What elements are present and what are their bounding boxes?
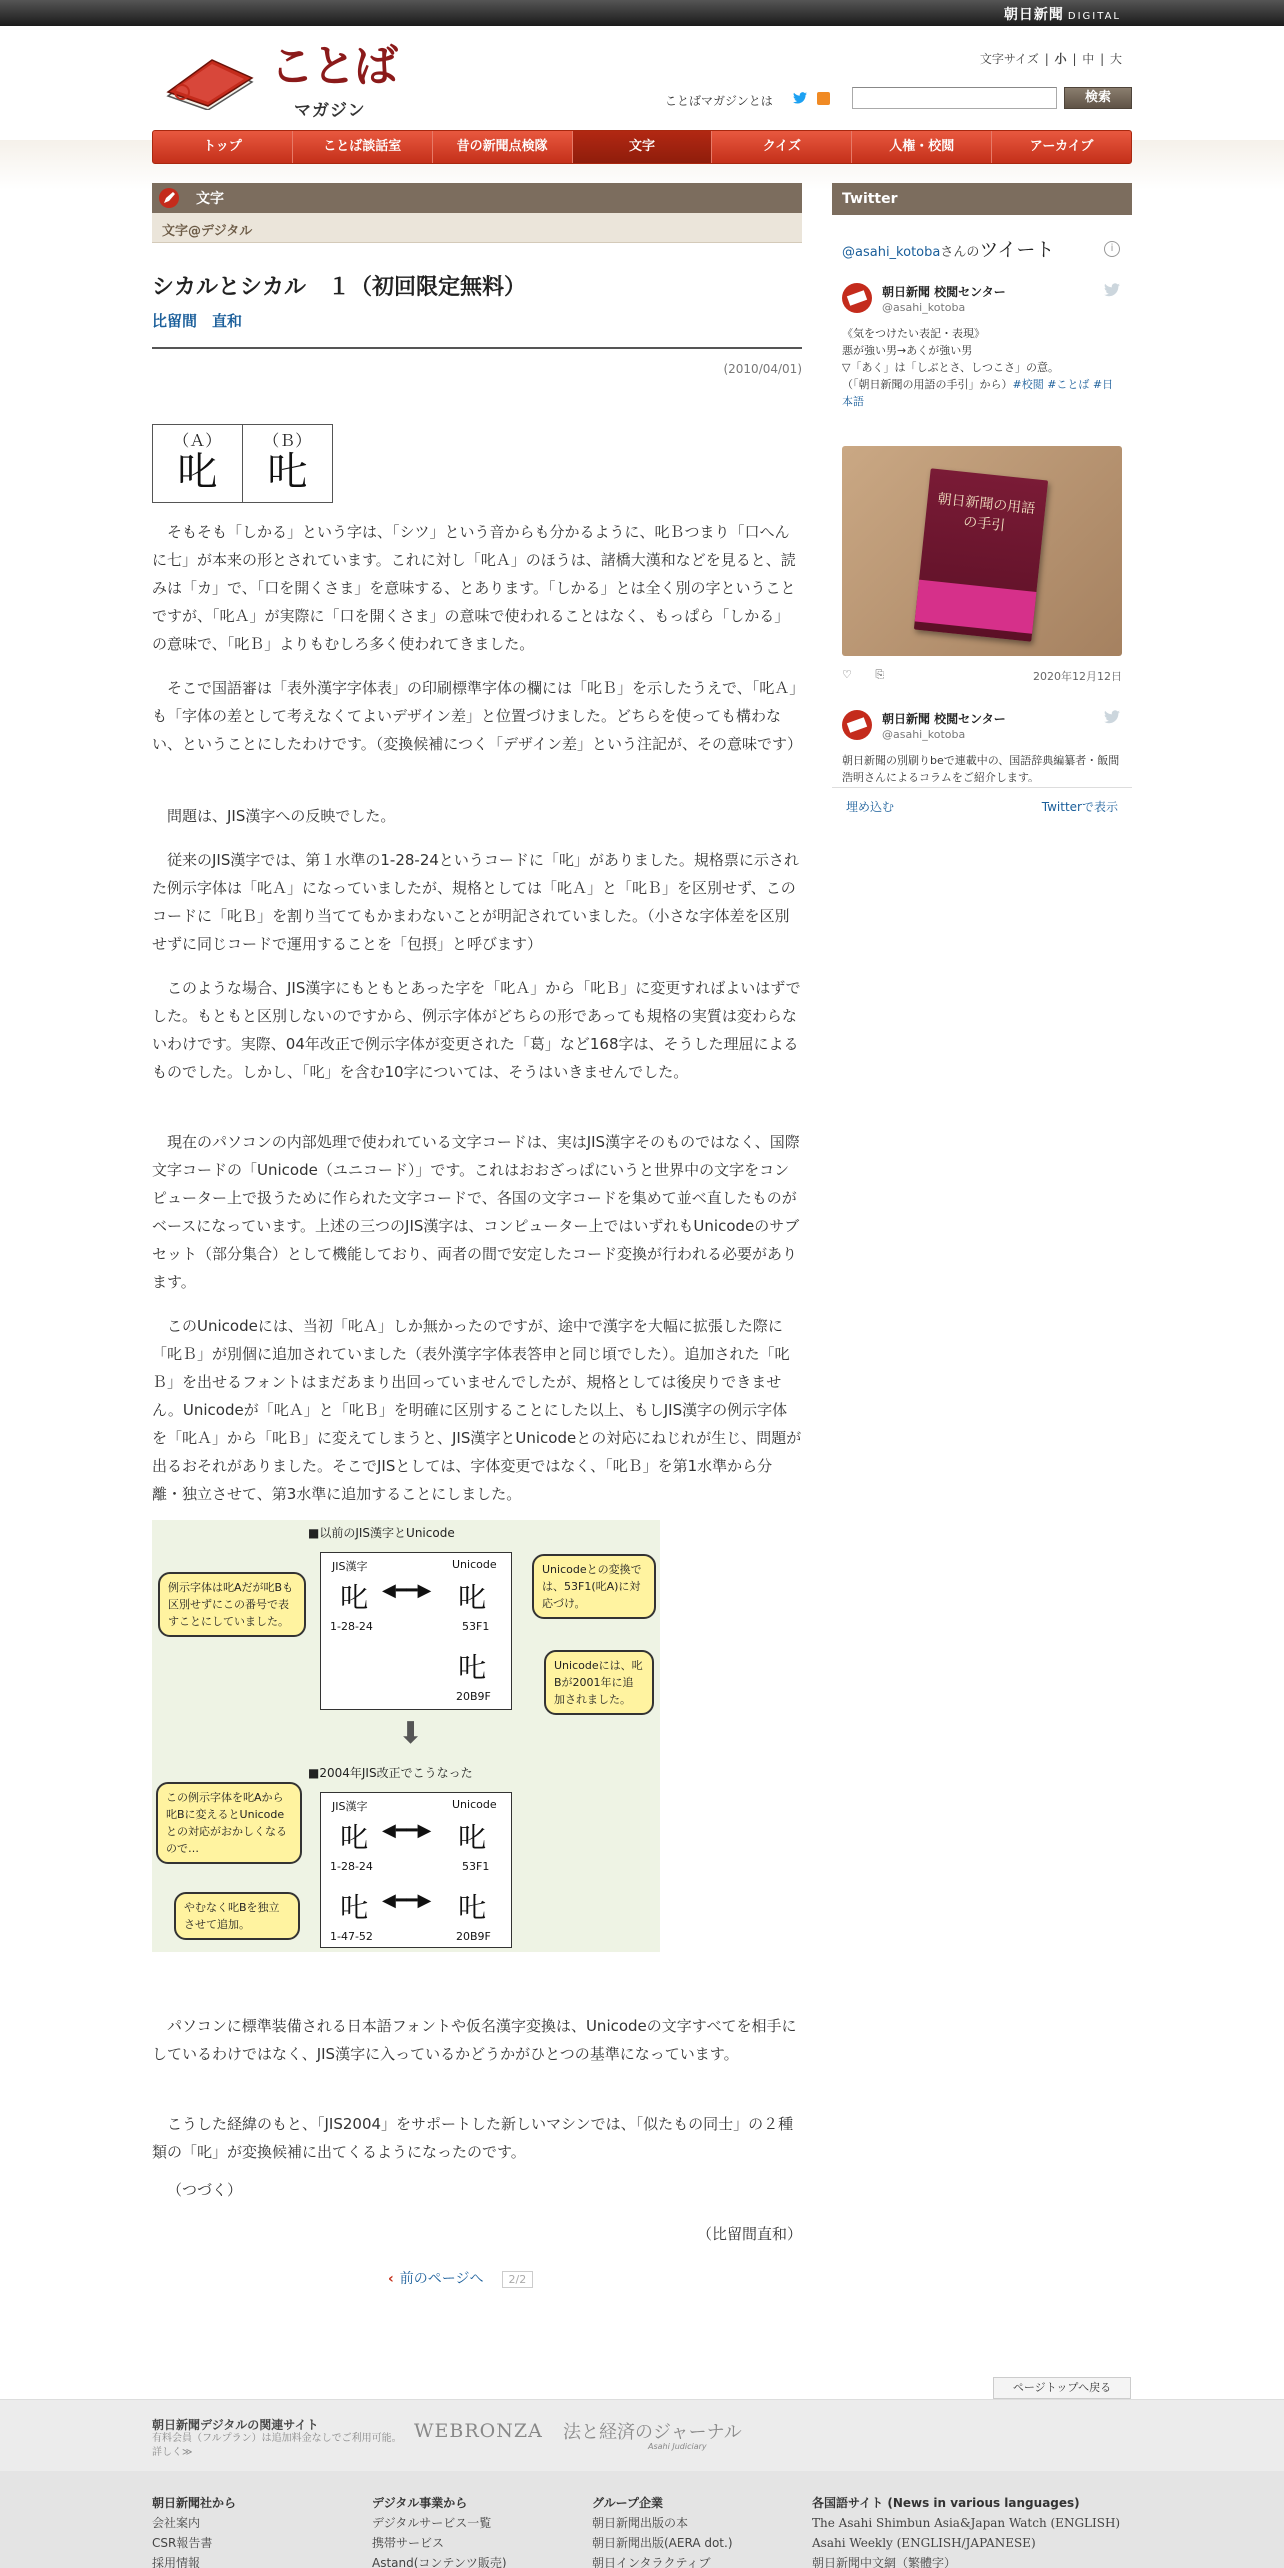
diagram-heading-after: ■2004年JIS改正でこうなった <box>308 1766 473 1780</box>
share-icon[interactable]: ⎘ <box>875 668 885 681</box>
nav-jinken-koetsu[interactable]: 人権・校閲 <box>852 131 992 163</box>
tweet-author-name[interactable]: 朝日新聞 校閲センター <box>882 712 1006 726</box>
info-icon[interactable]: i <box>1104 241 1120 257</box>
tweet-author-name[interactable]: 朝日新聞 校閲センター <box>882 285 1006 299</box>
char-a: 叱 <box>458 1821 487 1854</box>
footer-col-company <box>152 2493 236 2568</box>
footer-link[interactable]: Astand(コンテンツ販売) <box>372 2556 507 2568</box>
pencil-icon <box>158 187 180 209</box>
page-top-button[interactable]: ページトップへ戻る <box>993 2377 1131 2399</box>
code-label: 20B9F <box>456 1930 491 1943</box>
paragraph: 問題は、JIS漢字への反映でした。 <box>167 807 396 825</box>
paragraph: このような場合、JIS漢字にもともとあった字を「叱Ａ」から「叱Ｂ」に変更すればよいはずでした。もともと区別しないのですから、例示字体がどちらの形であっても規格の実質は変わらないわけです。実際、04年改正で例示字体が変更された「葛」など168字は、そうした理屈によるものでした。しかし、「叱」を含む10字については、そうはいきませんでした。 <box>152 979 801 1081</box>
kanji-char-b: 𠮟 <box>267 449 308 495</box>
kotoba-magazine-logo[interactable] <box>160 40 400 120</box>
page-indicator: 2/2 <box>502 2271 534 2288</box>
footer-link[interactable]: Asahi Weekly (ENGLISH/JAPANESE) <box>812 2536 1036 2550</box>
col-unicode-label: Unicode <box>452 1798 497 1811</box>
code-label: 1-47-52 <box>330 1930 373 1943</box>
top-bar <box>0 0 1284 26</box>
avatar[interactable] <box>842 283 872 313</box>
search-input[interactable] <box>852 87 1057 109</box>
font-size-label: 文字サイズ <box>979 52 1039 66</box>
nav-archive[interactable]: アーカイブ <box>1029 139 1094 154</box>
footer-link[interactable]: CSR報告書 <box>152 2536 213 2550</box>
footer-col-heading: 朝日新聞社から <box>152 2496 237 2510</box>
code-label: 20B9F <box>456 1690 491 1703</box>
signature: （比留間直和） <box>696 2225 802 2243</box>
char-a: 叱 <box>340 1581 369 1614</box>
double-arrow-icon: ◀━━▶ <box>382 1580 432 1601</box>
article-author[interactable]: 比留間 直和 <box>152 312 243 330</box>
main-nav <box>152 130 1132 164</box>
char-b: 𠮟 <box>458 1651 487 1684</box>
footer-link[interactable]: 朝日新聞出版(AERA dot.) <box>592 2536 733 2550</box>
code-label: 53F1 <box>462 1620 490 1633</box>
footer-link[interactable]: 携帯サービス <box>372 2536 445 2550</box>
section-header <box>152 183 802 213</box>
kanji-label-a: （Ａ） <box>173 431 222 450</box>
paragraph: パソコンに標準装備される日本語フォントや仮名漢字変換は、Unicodeの文字すべてを相手にしているわけではなく、JIS漢字に入っているかどうかがひとつの基準になっています。 <box>152 2017 797 2063</box>
paragraph: そこで国語審は「表外漢字字体表」の印刷標準字体の欄には「叱Ｂ」を示したうえで、「叱Ａ」も「字体の差として考えなくてよいデザイン差」と位置づけました。どちらを使っても構わない、ということにしたわけです。（変換候補につく「デザイン差」という注記が、その意味です） <box>152 679 802 753</box>
pagination <box>388 2268 533 2288</box>
footer-col-digital <box>372 2493 507 2568</box>
tweet[interactable] <box>842 710 1122 782</box>
font-size-small[interactable]: 小 <box>1054 52 1067 66</box>
callout: この例示字体を叱Aから叱Bに変えるとUnicodeとの対応がおかしくなるので… <box>156 1782 302 1864</box>
paragraph: そもそも「しかる」という字は、「シツ」という音からも分かるように、叱Ｂつまり「口へんに七」が本来の形とされています。これに対し「叱Ａ」のほうは、諸橋大漢和などを見ると、読みは「カ」で、「口を開くさま」を意味する、とあります。「しかる」とは全く別の字ということですが、「叱Ａ」が実際に「口を開くさま」の意味で使われることはなく、もっぱら「しかる」の意味で、「叱Ｂ」よりもむしろ多く使われてきました。 <box>152 523 796 653</box>
kanji-comparison-table <box>152 424 333 503</box>
kanji-cell-a <box>153 425 243 502</box>
kanji-char-a: 叱 <box>177 449 218 495</box>
callout: Unicodeには、叱Bが2001年に追加されました。 <box>544 1650 654 1715</box>
footer-col-heading: デジタル事業から <box>372 2496 468 2510</box>
tweet-author-handle[interactable]: @asahi_kotoba <box>882 728 966 741</box>
jis-unicode-diagram <box>152 1520 660 1952</box>
tweet-meta <box>842 668 1122 682</box>
prev-page-link[interactable]: 前のページへ <box>399 2271 484 2287</box>
nav-kotoba-danwashitsu[interactable]: ことば談話室 <box>293 131 433 163</box>
char-b: 𠮟 <box>340 1891 369 1924</box>
logo-subtitle: マガジン <box>294 101 366 121</box>
paragraph: こうした経緯のもと、「JIS2004」をサポートした新しいマシンでは、「似たもの同士」の２種類の「叱」が変換候補に出てくるようになったのです。 <box>152 2115 794 2161</box>
tweet-body <box>842 325 1122 410</box>
hashtag-link[interactable]: #校閲 #ことば #日本語 <box>842 378 1114 408</box>
tweet-line: ▽「あく」は「しぶとさ、しつこさ」の意。 <box>842 361 1060 374</box>
article-date: (2010/04/01) <box>723 362 802 376</box>
tweet-line: （「朝日新聞の用語の手引」から） <box>842 378 1013 391</box>
book-title: 朝日新聞の用語の手引 <box>936 491 1036 535</box>
code-label: 53F1 <box>462 1860 490 1873</box>
callout: やむなく叱Bを独立させて追加。 <box>174 1892 300 1940</box>
double-arrow-icon: ◀━━▶ <box>382 1820 432 1841</box>
footer-col-group <box>592 2493 733 2568</box>
tweets-label: ツイート <box>979 239 1055 261</box>
header <box>152 26 1132 140</box>
font-size-large[interactable]: 大 <box>1109 52 1122 66</box>
col-jis-label: JIS漢字 <box>332 1800 368 1813</box>
footer-link[interactable]: デジタルサービス一覧 <box>372 2516 492 2530</box>
related-sites-footer <box>0 2399 1284 2471</box>
hk-journal-sub: Asahi Judiciary <box>648 2442 707 2451</box>
tweet-image[interactable] <box>842 446 1122 656</box>
logo-title: ことば <box>270 41 396 92</box>
about-link[interactable]: ことばマガジンとは <box>665 94 773 108</box>
nav-quiz[interactable]: クイズ <box>712 131 852 163</box>
font-size-medium[interactable]: 中 <box>1082 52 1095 66</box>
paragraph: このUnicodeには、当初「叱Ａ」しか無かったのですが、途中で漢字を大幅に拡張した際に「叱Ｂ」が別個に追加されていました（表外漢字字体表答申と同じ頃でした）。追加された「叱Ｂ」を出せるフォントはまだあまり出回っていませんでしたが、規格としては後戻りできません。Unicodeが「叱Ａ」と「叱Ｂ」を明確に区別することにした以上、もしJIS漢字の例示字体を「叱Ａ」から「叱Ｂ」に変えてしまうと、JIS漢字とUnicodeとの対応にねじれが生じ、問題が出るおそれがありました。そこでJISとしては、字体変更ではなく、「叱Ｂ」を第1水準から分離・独立させて、第3水準に追加することにしました。 <box>152 1317 802 1503</box>
search-button[interactable]: 検索 <box>1064 87 1132 109</box>
footer-link[interactable]: The Asahi Shimbun Asia&Japan Watch (ENGLISH) <box>812 2516 1121 2530</box>
tweet-line: 《気をつけたい表記・表現》 <box>842 327 985 340</box>
twitter-handle-link[interactable]: @asahi_kotoba <box>842 245 941 260</box>
diagram-heading-before: ■以前のJIS漢字とUnicode <box>308 1526 455 1540</box>
footer-link[interactable]: 採用情報 <box>152 2556 201 2568</box>
callout: 例示字体は叱Aだが叱Bも区別せずにこの番号で表すことにしていました。 <box>158 1572 306 1637</box>
twitter-timeline-heading <box>842 235 1122 262</box>
subsection-title[interactable]: 文字@デジタル <box>162 224 253 239</box>
like-heart-icon[interactable]: ♡ <box>842 668 852 681</box>
book-band <box>915 580 1037 634</box>
col-unicode-label: Unicode <box>452 1558 497 1571</box>
asahi-digital-logo[interactable] <box>1004 4 1121 24</box>
double-arrow-icon: ◀━━▶ <box>382 1890 432 1911</box>
section-title: 文字 <box>196 191 224 207</box>
book-logo-icon <box>164 52 256 110</box>
footer-col-heading: グループ企業 <box>592 2496 664 2510</box>
twitter-bird-icon[interactable] <box>1104 283 1120 297</box>
footer-link[interactable]: 会社案内 <box>152 2516 201 2530</box>
view-on-twitter-link[interactable]: Twitterで表示 <box>1041 800 1118 814</box>
subsection-header <box>152 213 802 243</box>
footer-link[interactable]: 朝日新聞中文網（繁體字） <box>812 2556 957 2568</box>
code-label: 1-28-24 <box>330 1620 373 1633</box>
brand-text: 朝日新聞 <box>1003 7 1064 23</box>
twitter-widget-header: Twitter <box>832 183 1132 215</box>
tweet-date[interactable]: 2020年12月12日 <box>1033 670 1122 683</box>
avatar[interactable] <box>842 710 872 740</box>
tweet-author-handle[interactable]: @asahi_kotoba <box>882 301 966 314</box>
footer-link[interactable]: 朝日インタラクティブ <box>592 2556 711 2568</box>
related-sites-title: 朝日新聞デジタルの関連サイト <box>152 2418 319 2432</box>
related-sites-note[interactable]: 有料会員（フルプラン）は追加料金なしでご利用可能。詳しく≫ <box>152 2433 402 2458</box>
twitter-widget-footer <box>832 787 1132 819</box>
brand-sub: DIGITAL <box>1067 11 1121 22</box>
char-b: 𠮟 <box>458 1891 487 1924</box>
divider <box>152 347 802 349</box>
col-jis-label: JIS漢字 <box>332 1560 368 1573</box>
footer-col-heading: 各国語サイト (News in various languages) <box>812 2496 1080 2510</box>
kanji-cell-b <box>243 425 333 502</box>
down-arrow-icon: ⬇ <box>398 1716 424 1751</box>
callout: Unicodeとの変換では、53F1(叱A)に対応づけ。 <box>532 1554 656 1619</box>
char-a: 叱 <box>340 1821 369 1854</box>
rss-icon[interactable] <box>817 92 830 105</box>
nav-top[interactable]: トップ <box>153 131 293 163</box>
paragraph: （つづく） <box>167 2181 243 2199</box>
hk-journal-logo[interactable]: 法と経済のジャーナル <box>563 2422 742 2443</box>
kanji-label-b: （Ｂ） <box>263 431 312 450</box>
code-label: 1-28-24 <box>330 1860 373 1873</box>
handle-suffix: さんの <box>940 245 980 260</box>
twitter-bird-icon[interactable] <box>793 92 807 104</box>
chevron-left-icon: ‹ <box>388 2271 394 2287</box>
paragraph: 従来のJIS漢字では、第１水準の1-28-24というコードに「叱」がありました。規格票に示された例示字体は「叱Ａ」になっていましたが、規格としては「叱Ａ」と「叱Ｂ」を区別せず、このコードに「叱Ｂ」を割り当ててもかまわないことが明記されていました。（小さな字体差を区別せずに同じコードで運用することを「包摂」と呼びます） <box>152 851 799 953</box>
font-size-switcher: 文字サイズ | 小 | 中 | 大 <box>979 52 1122 66</box>
char-a: 叱 <box>458 1581 487 1614</box>
webronza-logo[interactable]: WEBRONZA <box>414 2420 543 2442</box>
footer-link[interactable]: 朝日新聞出版の本 <box>592 2516 689 2530</box>
embed-link[interactable]: 埋め込む <box>846 800 895 814</box>
book-image <box>914 468 1048 641</box>
footer-links <box>0 2471 1284 2568</box>
nav-moji[interactable]: 文字 <box>573 131 713 163</box>
tweet-body: 朝日新聞の別刷りbeで連載中の、国語辞典編纂者・飯間浩明さんによるコラムをご紹介します。 <box>842 754 1120 782</box>
tweet-line: 悪が強い男→あくが強い男 <box>842 344 973 357</box>
twitter-bird-icon[interactable] <box>1104 710 1120 724</box>
nav-mukashi-shinbun[interactable]: 昔の新聞点検隊 <box>433 131 573 163</box>
footer-col-languages <box>812 2493 1120 2568</box>
article-title: シカルとシカル １（初回限定無料） <box>152 275 527 300</box>
paragraph: 現在のパソコンの内部処理で使われている文字コードは、実はJIS漢字そのものではなく、国際文字コードの「Unicode（ユニコード）」です。これはおおざっぱにいうと世界中の文字をコンピューター上で扱うために作られた文字コードで、各国の文字コードを集めて並べ直したものがベースになっています。上述の三つのJIS漢字は、コンピューター上ではいずれもUnicodeのサブセット（部分集合）として機能しており、両者の間で安定したコード変換が行われる必要があります。 <box>152 1133 800 1291</box>
